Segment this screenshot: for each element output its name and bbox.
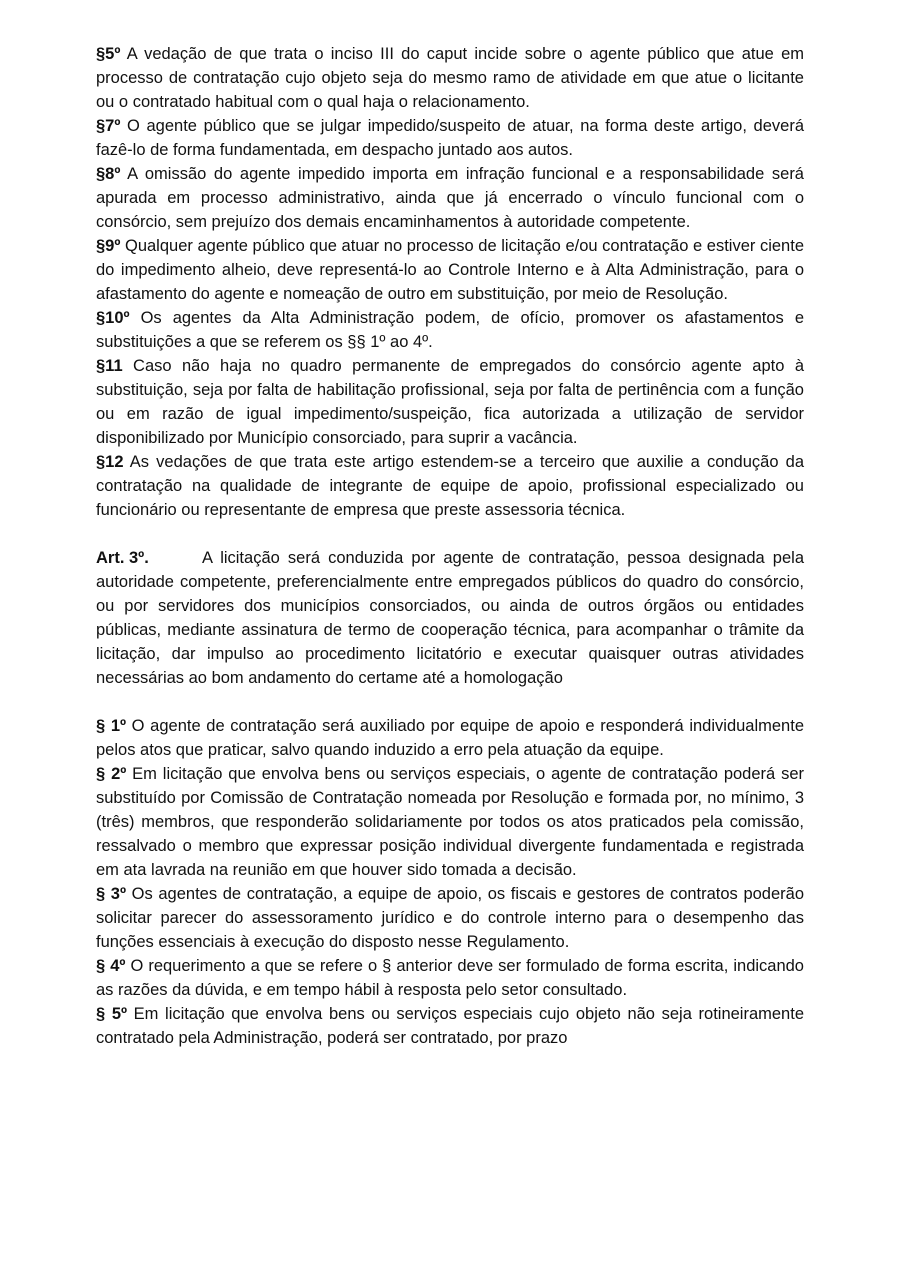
- paragraph-text: A vedação de que trata o inciso III do caput incide sobre o agente público que atue em processo de contratação cujo objeto seja do mesmo ramo de atividade em que atue o licitante ou o contratado habitual com o qual haja o relacionamento.: [96, 45, 804, 111]
- paragraph-label: § 2º: [96, 765, 127, 783]
- paragraph-text: A omissão do agente impedido importa em infração funcional e a responsabilidade será apurada em processo administrativo, ainda que já encerrado o vínculo funcional com o consórcio, sem prejuízo dos demais encaminhamentos à autoridade competente.: [96, 165, 804, 231]
- paragraph-label: §5º: [96, 45, 121, 63]
- paragraph-text: O requerimento a que se refere o § anterior deve ser formulado de forma escrita, indicando as razões da dúvida, e em tempo hábil à resposta pelo setor consultado.: [96, 957, 804, 999]
- paragraph-5: [96, 42, 804, 114]
- paragraph-label: §12: [96, 453, 124, 471]
- paragraph-text: As vedações de que trata este artigo estendem-se a terceiro que auxilie a condução da contratação na qualidade de integrante de equipe de apoio, profissional especializado ou funcionário ou representante de empresa que preste assessoria técnica.: [96, 453, 804, 519]
- paragraph-12: [96, 450, 804, 522]
- paragraph-label: § 5º: [96, 1005, 128, 1023]
- paragraph-label: § 1º: [96, 717, 127, 735]
- article-3-paragraph-3: [96, 882, 804, 954]
- spacer: [96, 522, 804, 546]
- article-label: Art. 3º.: [96, 549, 149, 567]
- article-3: [96, 546, 804, 690]
- paragraph-11: [96, 354, 804, 450]
- paragraph-label: §8º: [96, 165, 121, 183]
- article-text: A licitação será conduzida por agente de contratação, pessoa designada pela autoridade competente, preferencialmente entre empregados públicos do quadro do consórcio, ou por servidores dos municípios consorciados, ou ainda de outros órgãos ou entidades públicas, mediante assinatura de termo de cooperação técnica, para acompanhar o trâmite da licitação, dar impulso ao procedimento licitatório e executar quaisquer outras atividades necessárias ao bom andamento do certame até a homologação: [96, 549, 804, 687]
- paragraph-text: Os agentes de contratação, a equipe de apoio, os fiscais e gestores de contratos poderão solicitar parecer do assessoramento jurídico e do controle interno para o desempenho das funções essenciais à execução do disposto nesse Regulamento.: [96, 885, 804, 951]
- document-page: [96, 42, 804, 1050]
- paragraph-text: O agente de contratação será auxiliado por equipe de apoio e responderá individualmente pelos atos que praticar, salvo quando induzido a erro pela atuação da equipe.: [96, 717, 804, 759]
- paragraph-text: Os agentes da Alta Administração podem, de ofício, promover os afastamentos e substituições a que se referem os §§ 1º ao 4º.: [96, 309, 804, 351]
- paragraph-text: Em licitação que envolva bens ou serviços especiais, o agente de contratação poderá ser substituído por Comissão de Contratação nomeada por Resolução e formada por, no mínimo, 3 (três) membros, que responderão solidariamente por todos os atos praticados pela comissão, ressalvado o membro que expressar posição individual divergente fundamentada e registrada em ata lavrada na reunião em que houver sido tomada a decisão.: [96, 765, 805, 879]
- paragraph-label: §10º: [96, 309, 130, 327]
- paragraph-text: Em licitação que envolva bens ou serviços especiais cujo objeto não seja rotineiramente contratado pela Administração, poderá ser contratado, por prazo: [96, 1005, 804, 1047]
- paragraph-text: Caso não haja no quadro permanente de empregados do consórcio agente apto à substituição, seja por falta de habilitação profissional, seja por falta de pertinência com a função ou em razão de igual impedimento/suspeição, fica autorizada a utilização de servidor disponibilizado por Município consorciado, para suprir a vacância.: [96, 357, 804, 447]
- paragraph-label: § 3º: [96, 885, 127, 903]
- paragraph-8: [96, 162, 804, 234]
- paragraph-label: § 4º: [96, 957, 126, 975]
- article-3-paragraph-4: [96, 954, 804, 1002]
- paragraph-10: [96, 306, 804, 354]
- article-3-paragraph-1: [96, 714, 804, 762]
- paragraph-9: [96, 234, 804, 306]
- paragraph-text: O agente público que se julgar impedido/suspeito de atuar, na forma deste artigo, deverá fazê-lo de forma fundamentada, em despacho juntado aos autos.: [96, 117, 804, 159]
- paragraph-7: [96, 114, 804, 162]
- spacer: [96, 690, 804, 714]
- paragraph-label: §11: [96, 357, 123, 375]
- paragraph-label: §7º: [96, 117, 121, 135]
- paragraph-label: §9º: [96, 237, 121, 255]
- article-3-paragraph-5: [96, 1002, 804, 1050]
- paragraph-text: Qualquer agente público que atuar no processo de licitação e/ou contratação e estiver ciente do impedimento alheio, deve representá-lo ao Controle Interno e à Alta Administração, para o afastamento do agente e nomeação de outro em substituição, por meio de Resolução.: [96, 237, 804, 303]
- article-3-paragraph-2: [96, 762, 804, 882]
